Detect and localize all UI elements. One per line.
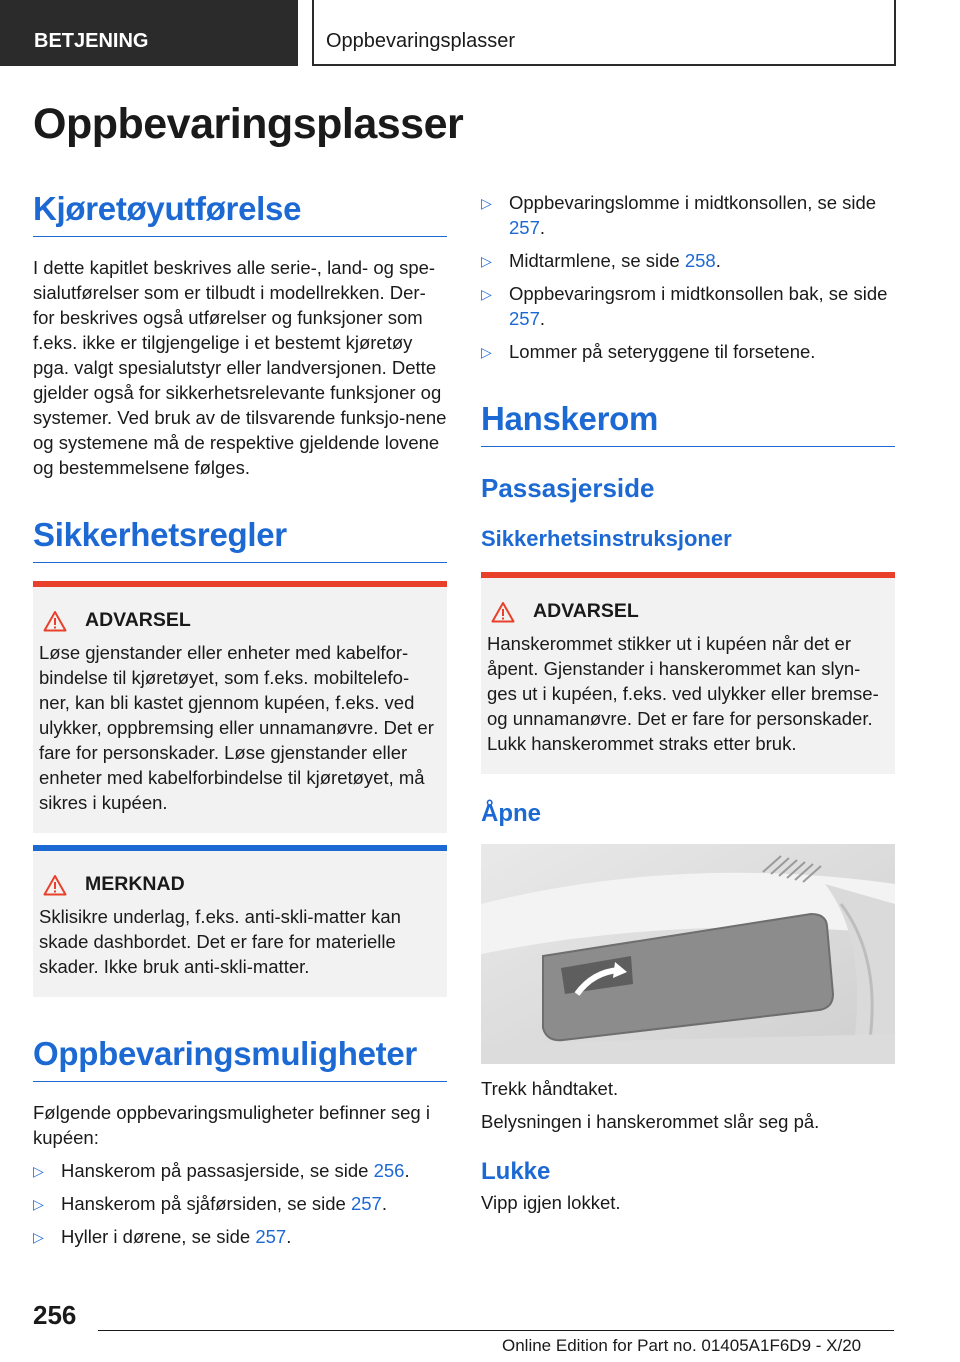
heading-vehicle-version: Kjøretøyutførelse: [33, 190, 447, 237]
heading-open: Åpne: [481, 800, 541, 827]
page-link[interactable]: 257: [509, 308, 540, 329]
paragraph-vehicle-version: I dette kapitlet beskrives alle serie-, land- og spe-sialutførelser som er tilbudt i modellrekken. Der-for beskrives også utførelser og funksjoner som f.eks. ikke er tilgjengelige i et bestemt kjøretøy pga. valgt spesialutstyr eller landversjonen. Dette gjelder også for sikkerhetsrelevante funksjoner og systemer. Ved bruk av de tilsvarende funksjo-nene og systemene må de respektive gjeldende lovene og bestemmelsene følges.: [33, 257, 447, 478]
warning-text: Løse gjenstander eller enheter med kabelfor-bindelse til kjøretøyet, som f.eks. mobiltelefo-ner, kan bli kastet gjennom kupéen, f.eks. ved ulykker, oppbremsing eller unnamanøvre. Det er fare for personskader. Løse gjenstander eller enheter med kabelforbindelse til kjøretøyet, må sikres i kupéen.: [39, 642, 434, 813]
heading-close: Lukke: [481, 1158, 551, 1185]
page-link[interactable]: 256: [373, 1160, 405, 1181]
triangle-bullet-icon: ▷: [33, 1163, 44, 1179]
warning-triangle-icon: [43, 610, 67, 632]
warning-label: ADVARSEL: [85, 609, 191, 631]
list-item: ▷ Hanskerom på passasjerside, se side 256.: [33, 1158, 447, 1183]
paragraph-pull-handle: Trekk håndtaket.: [481, 1078, 619, 1099]
list-item: ▷ Hanskerom på sjåførsiden, se side 257.: [33, 1191, 447, 1216]
paragraph-storage-options: Følgende oppbevaringsmuligheter befinner seg i kupéen:: [33, 1102, 430, 1148]
warning-triangle-icon: [43, 874, 67, 896]
triangle-bullet-icon: ▷: [481, 195, 492, 211]
note-text: Sklisikre underlag, f.eks. anti-skli-matter kan skade dashbordet. Det er fare for materielle skader. Ikke bruk anti-skli-matter.: [39, 906, 401, 977]
storage-list-right: [481, 190, 895, 364]
list-item: ▷ Midtarmlene, se side 258.: [481, 248, 895, 273]
header-section: BETJENING: [0, 0, 298, 66]
paragraph-close: Vipp igjen lokket.: [481, 1192, 621, 1213]
heading-glovebox: Hanskerom: [481, 400, 895, 447]
heading-safety-rules: Sikkerhetsregler: [33, 516, 447, 563]
page-title: Oppbevaringsplasser: [33, 100, 464, 148]
footer-divider: [98, 1330, 894, 1331]
heading-safety-instructions: Sikkerhetsinstruksjoner: [481, 526, 732, 551]
page-link[interactable]: 257: [509, 217, 540, 238]
triangle-bullet-icon: ▷: [481, 286, 492, 302]
warning-triangle-icon: [491, 601, 515, 623]
page-link[interactable]: 258: [684, 250, 716, 271]
heading-passenger-side: Passasjerside: [481, 473, 655, 503]
triangle-bullet-icon: ▷: [33, 1196, 44, 1212]
glovebox-photo: [481, 844, 895, 1064]
note-label: MERKNAD: [85, 873, 185, 895]
list-item: ▷ Hyller i dørene, se side 257.: [33, 1224, 447, 1249]
warning-text: Hanskerommet stikker ut i kupéen når det er åpent. Gjenstander i hanskerommet kan slyn-ges ut i kupéen, f.eks. ved ulykker eller bremse-og unnamanøvre. Det er fare for personskader. Lukk hanskerommet straks etter bruk.: [487, 633, 879, 754]
list-item: ▷ Oppbevaringslomme i midtkonsollen, se side 257.: [481, 192, 877, 238]
note-box: [33, 845, 447, 997]
footer-edition: Online Edition for Part no. 01405A1F6D9 - X/20: [502, 1336, 862, 1355]
left-column: [33, 190, 447, 1257]
warning-label: ADVARSEL: [533, 600, 639, 622]
triangle-bullet-icon: ▷: [481, 253, 492, 269]
page-link[interactable]: 257: [255, 1226, 287, 1247]
triangle-bullet-icon: ▷: [481, 344, 492, 360]
paragraph-light: Belysningen i hanskerommet slår seg på.: [481, 1111, 820, 1132]
right-column: [481, 190, 895, 1215]
page-number: 256: [33, 1300, 77, 1330]
header-chapter: Oppbevaringsplasser: [312, 0, 896, 66]
list-item: ▷ Lommer på seteryggene til forsetene.: [481, 339, 895, 364]
warning-box-glovebox: [481, 572, 895, 774]
heading-storage-options: Oppbevaringsmuligheter: [33, 1035, 447, 1082]
triangle-bullet-icon: ▷: [33, 1229, 44, 1245]
warning-box-safety: [33, 581, 447, 833]
storage-list-left: [33, 1158, 447, 1249]
page-link[interactable]: 257: [350, 1193, 382, 1214]
list-item: ▷ Oppbevaringsrom i midtkonsollen bak, se side 257.: [481, 283, 888, 329]
